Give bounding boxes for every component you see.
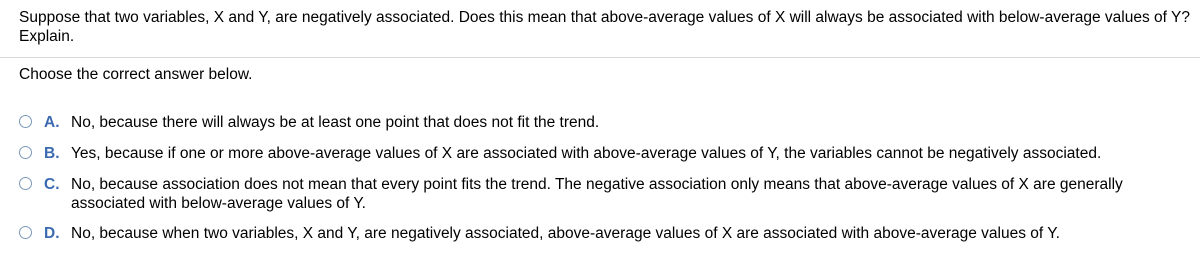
option-a-radio-button[interactable] [19,115,32,128]
option-b-radio-button[interactable] [19,146,32,159]
option-c-text[interactable]: No, because association does not mean that every point fits the trend. The negative association only means that above-average values of X are generally associated with below-average values of Y. [71,176,1123,212]
option-a-text[interactable]: No, because there will always be at least one point that does not fit the trend. [71,114,600,131]
option-d-letter: D. [44,225,60,242]
divider [0,57,1200,58]
option-a-letter: A. [44,114,60,131]
option-b-letter: B. [44,145,60,162]
option-c-radio-button[interactable] [19,177,32,190]
option-d-text[interactable]: No, because when two variables, X and Y, are negatively associated, above-average values of X are associated with above-average values of Y. [71,225,1060,242]
option-b-text[interactable]: Yes, because if one or more above-average values of X are associated with above-average values of Y, the variables cannot be negatively associated. [71,145,1102,162]
option-d-radio-button[interactable] [19,226,32,239]
option-c-letter: C. [44,176,60,193]
question-text: Suppose that two variables, X and Y, are negatively associated. Does this mean that above-average values of X will always be associated with below-average values of Y? Explain. [19,9,1190,45]
instruction-text: Choose the correct answer below. [19,66,253,83]
